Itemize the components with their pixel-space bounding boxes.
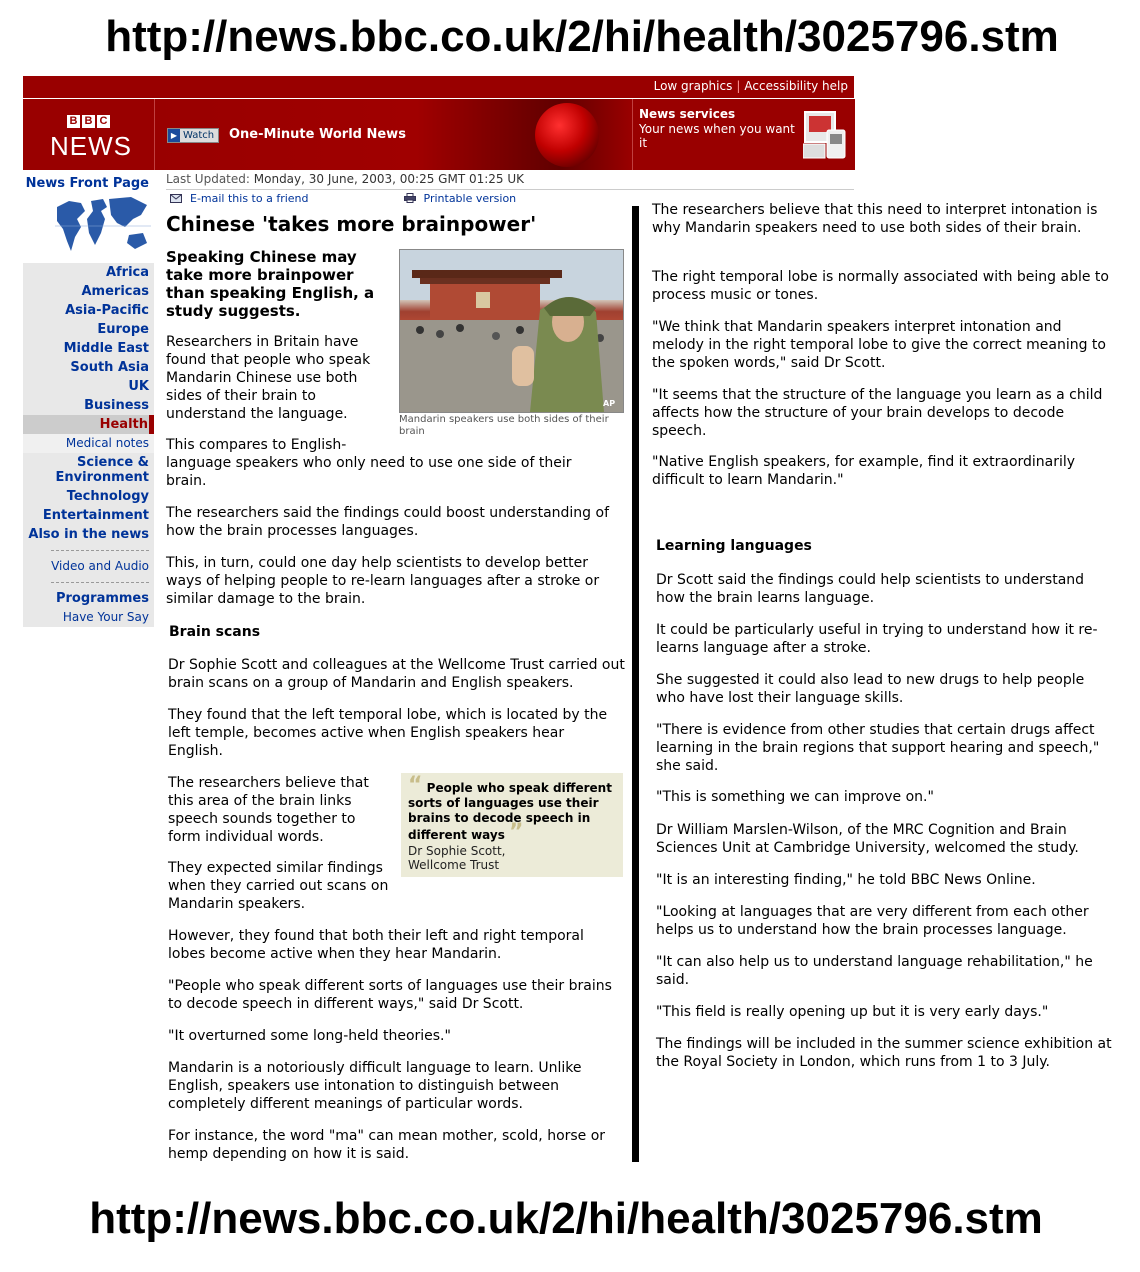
globe-icon	[535, 103, 599, 167]
paragraph: The researchers believe that this need to interpret intonation is why Mandarin speakers need to use both sides of their brain.	[652, 202, 1098, 236]
nav-item-asia-pacific[interactable]: Asia-Pacific	[65, 303, 149, 318]
left-navigation	[23, 173, 154, 627]
column-divider	[632, 206, 639, 1162]
photo-caption: Mandarin speakers use both sides of their brain	[399, 414, 609, 437]
bbc-letter: C	[97, 115, 110, 128]
paragraph: The researchers said the findings could boost understanding of how the brain processes languages.	[166, 505, 609, 539]
nav-item-south-asia[interactable]: South Asia	[70, 360, 149, 375]
nav-list	[23, 263, 154, 627]
nav-divider	[51, 550, 149, 551]
news-services-title: News services	[639, 107, 736, 121]
paragraph: The right temporal lobe is normally associated with being able to process music or tones.	[652, 269, 1109, 303]
paragraph: "This field is really opening up but it is very early days."	[656, 1004, 1049, 1020]
watch-title[interactable]: One-Minute World News	[229, 127, 406, 142]
nav-item-americas[interactable]: Americas	[81, 284, 149, 299]
paragraph: "Native English speakers, for example, find it extraordinarily difficult to learn Mandarin."	[652, 454, 1076, 488]
pull-quote-text	[408, 773, 613, 845]
quote-open-icon: “	[408, 773, 423, 798]
news-wordmark: NEWS	[50, 131, 132, 161]
last-updated-label: Last Updated:	[166, 172, 250, 186]
one-minute-news-banner[interactable]	[155, 99, 631, 170]
paragraph: The researchers believe that this area of the brain links speech sounds together to form individual words.	[168, 775, 369, 845]
pull-quote-body: People who speak different sorts of languages use their brains to decode speech in different ways	[408, 781, 612, 842]
paragraph: Dr William Marslen-Wilson, of the MRC Cognition and Brain Sciences Unit at Cambridge University, welcomed the study.	[656, 822, 1079, 856]
paragraph: Researchers in Britain have found that people who speak Mandarin Chinese use both sides of their brain to understand the language.	[166, 334, 371, 422]
nav-item-uk[interactable]: UK	[128, 379, 149, 394]
paragraph: "We think that Mandarin speakers interpret intonation and melody in the right temporal lobe to give the correct meaning to the spoken words," said Dr Scott.	[652, 319, 1106, 371]
paragraph: Dr Scott said the findings could help scientists to understand how the brain learns language.	[656, 572, 1085, 606]
nav-news-front-page[interactable]: News Front Page	[25, 176, 149, 191]
nav-item-technology[interactable]: Technology	[66, 489, 149, 504]
paragraph: "Looking at languages that are very different from each other helps us to understand how the brain processes language.	[656, 904, 1089, 938]
bbc-letter: B	[82, 115, 95, 128]
attribution-name: Dr Sophie Scott,	[408, 844, 506, 858]
paragraph: It could be particularly useful in trying to understand how it re-learns language after a stroke.	[656, 622, 1098, 656]
watch-button[interactable]	[167, 128, 219, 143]
bbc-blocks	[67, 115, 110, 128]
devices-icon	[803, 106, 847, 160]
nav-item-video-audio[interactable]: Video and Audio	[51, 559, 149, 573]
paragraph: "It is an interesting finding," he told BBC News Online.	[656, 872, 1036, 888]
watch-label: Watch	[183, 130, 215, 141]
paragraph: "It can also help us to understand language rehabilitation," he said.	[656, 954, 1093, 988]
bbc-letter: B	[67, 115, 80, 128]
nav-item-also-in-the-news[interactable]: Also in the news	[28, 527, 149, 542]
nav-item-programmes[interactable]: Programmes	[55, 591, 149, 606]
low-graphics-link[interactable]: Low graphics	[653, 79, 733, 93]
news-services-subtitle: Your news when you want it	[639, 122, 795, 150]
paragraph: The findings will be included in the summer science exhibition at the Royal Society in London, which runs from 1 to 3 July.	[656, 1036, 1112, 1070]
last-updated-value: Monday, 30 June, 2003, 00:25 GMT 01:25 UK	[253, 172, 525, 186]
pull-quote-attribution	[408, 844, 505, 872]
separator: |	[736, 79, 741, 93]
paragraph: language speakers who only need to use one side of their brain.	[166, 455, 572, 489]
article-lead: Speaking Chinese may take more brainpower than speaking English, a study suggests.	[166, 248, 375, 320]
paragraph: She suggested it could also lead to new drugs to help people who have lost their language skills.	[656, 672, 1085, 706]
article-photo	[399, 249, 624, 413]
attribution-org: Wellcome Trust	[408, 858, 500, 872]
top-bar	[23, 76, 854, 98]
paragraph: They found that the left temporal lobe, which is located by the left temple, becomes active when English speakers hear English.	[168, 707, 608, 759]
nav-item-health[interactable]: Health	[23, 415, 154, 434]
paragraph: "This is something we can improve on."	[656, 789, 934, 805]
article-headline: Chinese 'takes more brainpower'	[166, 212, 537, 236]
envelope-icon	[170, 193, 182, 202]
paragraph: "People who speak different sorts of languages use their brains to decode speech in different ways," said Dr Scott.	[168, 978, 612, 1012]
nav-divider	[51, 582, 149, 583]
paragraph: For instance, the word "ma" can mean mother, scold, horse or hemp depending on how it is said.	[168, 1128, 606, 1162]
nav-item-have-your-say[interactable]: Have Your Say	[62, 610, 149, 624]
paragraph: This compares to English-	[166, 437, 347, 453]
nav-item-europe[interactable]: Europe	[97, 322, 149, 337]
play-icon: ▶	[168, 129, 180, 142]
nav-item-business[interactable]: Business	[84, 398, 149, 413]
subheading-brain-scans: Brain scans	[169, 624, 261, 640]
world-map-icon[interactable]	[55, 193, 151, 259]
bbc-news-logo[interactable]	[23, 99, 155, 170]
nav-item-africa[interactable]: Africa	[105, 265, 149, 280]
nav-item-medical-notes[interactable]: Medical notes	[23, 434, 154, 453]
photo-credit: AP	[603, 399, 616, 408]
paragraph: "It overturned some long-held theories."	[168, 1028, 451, 1044]
printable-version-link[interactable]: Printable version	[423, 192, 517, 205]
paragraph: Dr Sophie Scott and colleagues at the Wellcome Trust carried out brain scans on a group of Mandarin and English speakers.	[168, 657, 625, 691]
paragraph: However, they found that both their left and right temporal lobes become active when they hear Mandarin.	[168, 928, 584, 962]
site-header	[23, 99, 854, 170]
paragraph: They expected similar findings when they carried out scans on Mandarin speakers.	[168, 860, 389, 912]
email-friend-link[interactable]: E-mail this to a friend	[190, 192, 309, 205]
news-services-banner[interactable]	[632, 99, 855, 170]
nav-item-science-environment[interactable]: Science & Environment	[55, 455, 149, 485]
article-tools	[170, 192, 516, 205]
nav-item-middle-east[interactable]: Middle East	[63, 341, 149, 356]
url-caption-bottom: http://news.bbc.co.uk/2/hi/health/3025796.stm	[89, 1194, 1043, 1243]
pull-quote	[401, 773, 623, 877]
url-caption-top: http://news.bbc.co.uk/2/hi/health/3025796.stm	[105, 12, 1059, 61]
paragraph: "There is evidence from other studies that certain drugs affect learning in the brain regions that support hearing and speech," she said.	[656, 722, 1100, 774]
paragraph: Mandarin is a notoriously difficult language to learn. Unlike English, speakers use intonation to distinguish between completely different meanings of particular words.	[168, 1060, 582, 1112]
photo-illustration	[400, 250, 623, 412]
quote-close-icon: ”	[509, 820, 524, 845]
subheading-learning-languages: Learning languages	[656, 538, 812, 554]
paragraph: This, in turn, could one day help scientists to develop better ways of helping people to re-learn languages after a stroke or similar damage to the brain.	[166, 555, 600, 607]
last-updated	[166, 172, 854, 190]
accessibility-help-link[interactable]: Accessibility help	[744, 79, 848, 93]
nav-item-entertainment[interactable]: Entertainment	[42, 508, 149, 523]
printer-icon	[404, 193, 416, 202]
paragraph: "It seems that the structure of the language you learn as a child affects how the structure of your brain develops to decode speech.	[652, 387, 1103, 439]
